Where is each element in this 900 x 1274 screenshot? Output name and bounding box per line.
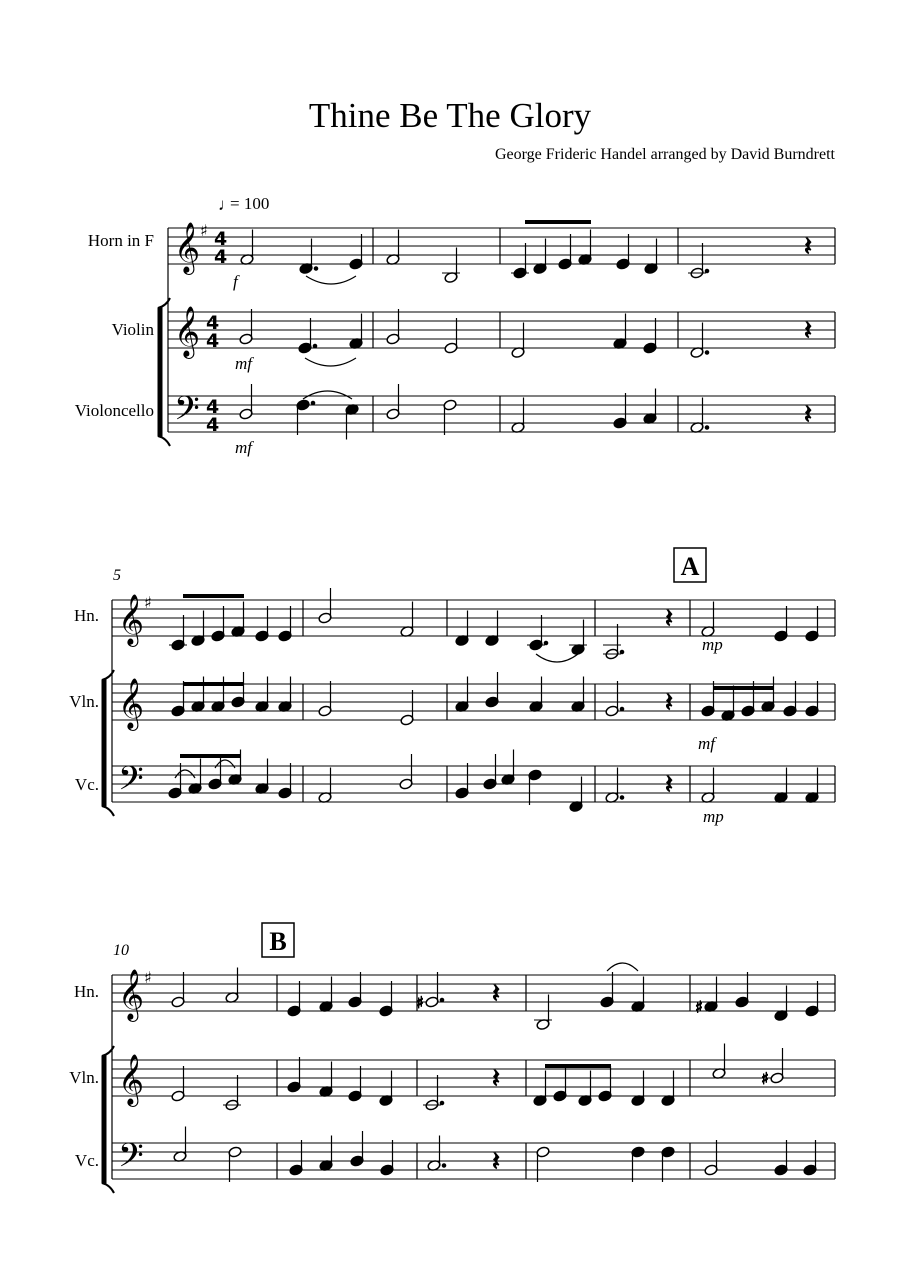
- quarter-rest-icon: 𝄽: [665, 604, 673, 634]
- time-signature-top: 4: [206, 396, 220, 418]
- bracket: [102, 1056, 106, 1183]
- instrument-name-horn: Horn in F: [87, 231, 154, 250]
- instrument-short-violin-2: Vln.: [69, 1068, 99, 1087]
- sharp-icon: ♯: [761, 1069, 769, 1088]
- tempo-marking: = 100: [230, 194, 270, 213]
- slur: [215, 760, 235, 768]
- note-dot: [544, 641, 548, 645]
- time-signature-bottom: 4: [206, 330, 220, 352]
- note-dot: [313, 344, 317, 348]
- slur: [305, 358, 356, 366]
- note-dot: [705, 269, 709, 273]
- sharp-icon: ♯: [144, 593, 152, 612]
- dynamic-cello-start: mf: [235, 438, 252, 457]
- treble-clef-icon: 𝄞: [118, 594, 145, 645]
- quarter-rest-icon: 𝄽: [804, 232, 812, 262]
- note-dot: [314, 267, 318, 271]
- quarter-rest-icon: 𝄽: [492, 1147, 500, 1177]
- instrument-short-cello-1: Vc.: [74, 775, 99, 794]
- note-dot: [705, 351, 709, 355]
- note-dot: [705, 426, 709, 430]
- sharp-icon: ♯: [144, 968, 152, 987]
- bracket: [158, 308, 162, 436]
- treble-clef-icon: 𝄞: [174, 306, 201, 357]
- sharp-icon: ♯: [200, 221, 208, 240]
- bracket-hook: [102, 806, 114, 816]
- bracket-hook: [102, 1183, 114, 1193]
- bracket: [102, 680, 106, 806]
- slur: [306, 276, 356, 284]
- note-dot: [311, 401, 315, 405]
- treble-clef-icon: 𝄞: [118, 1054, 145, 1105]
- rehearsal-mark-b: B: [269, 927, 287, 956]
- quarter-rest-icon: 𝄽: [804, 400, 812, 430]
- note-dot: [440, 998, 444, 1002]
- bass-clef-icon: 𝄢: [118, 1137, 144, 1183]
- tempo-note-icon: ♩: [218, 195, 235, 214]
- treble-clef-icon: 𝄞: [118, 678, 145, 729]
- quarter-rest-icon: 𝄽: [492, 979, 500, 1009]
- instrument-short-horn-1: Hn.: [73, 606, 99, 625]
- bracket-hook: [158, 436, 170, 446]
- dynamic-cello-a: mp: [703, 807, 724, 826]
- slur: [303, 391, 352, 399]
- time-signature-bottom: 4: [214, 246, 228, 268]
- bass-clef-icon: 𝄢: [118, 760, 144, 806]
- bass-clef-icon: 𝄢: [174, 390, 200, 436]
- instrument-short-violin-1: Vln.: [69, 692, 99, 711]
- sharp-icon: ♯: [416, 993, 424, 1012]
- dynamic-horn-a: mp: [702, 635, 723, 654]
- treble-clef-icon: 𝄞: [118, 969, 145, 1020]
- instrument-short-horn-2: Hn.: [73, 982, 99, 1001]
- quarter-rest-icon: 𝄽: [804, 316, 812, 346]
- note-dot: [620, 650, 624, 654]
- composer-credit: George Frideric Handel arranged by David Burndrett: [494, 146, 835, 163]
- quarter-rest-icon: 𝄽: [665, 770, 673, 800]
- instrument-name-cello: Violoncello: [74, 401, 154, 420]
- quarter-rest-icon: 𝄽: [665, 688, 673, 718]
- note-dot: [620, 796, 624, 800]
- note-dot: [440, 1101, 444, 1105]
- instrument-name-violin: Violin: [111, 320, 154, 339]
- sharp-icon: ♯: [695, 997, 703, 1017]
- note-dot: [620, 707, 624, 711]
- time-signature-bottom: 4: [206, 414, 220, 436]
- dynamic-violin-a: mf: [698, 734, 715, 753]
- slur: [607, 963, 638, 971]
- dynamic-violin-start: mf: [235, 354, 252, 373]
- slur: [536, 654, 578, 662]
- measure-number-5: 5: [113, 567, 121, 584]
- time-signature-top: 4: [214, 228, 228, 250]
- instrument-short-cello-2: Vc.: [74, 1151, 99, 1170]
- rehearsal-mark-a: A: [680, 552, 700, 581]
- treble-clef-icon: 𝄞: [174, 222, 201, 273]
- quarter-rest-icon: 𝄽: [492, 1064, 500, 1094]
- dynamic-horn-start: f: [233, 272, 238, 291]
- score-title: Thine Be The Glory: [308, 96, 592, 135]
- measure-number-10: 10: [113, 942, 129, 959]
- note-dot: [442, 1164, 446, 1168]
- slur: [175, 770, 195, 778]
- time-signature-top: 4: [206, 312, 220, 334]
